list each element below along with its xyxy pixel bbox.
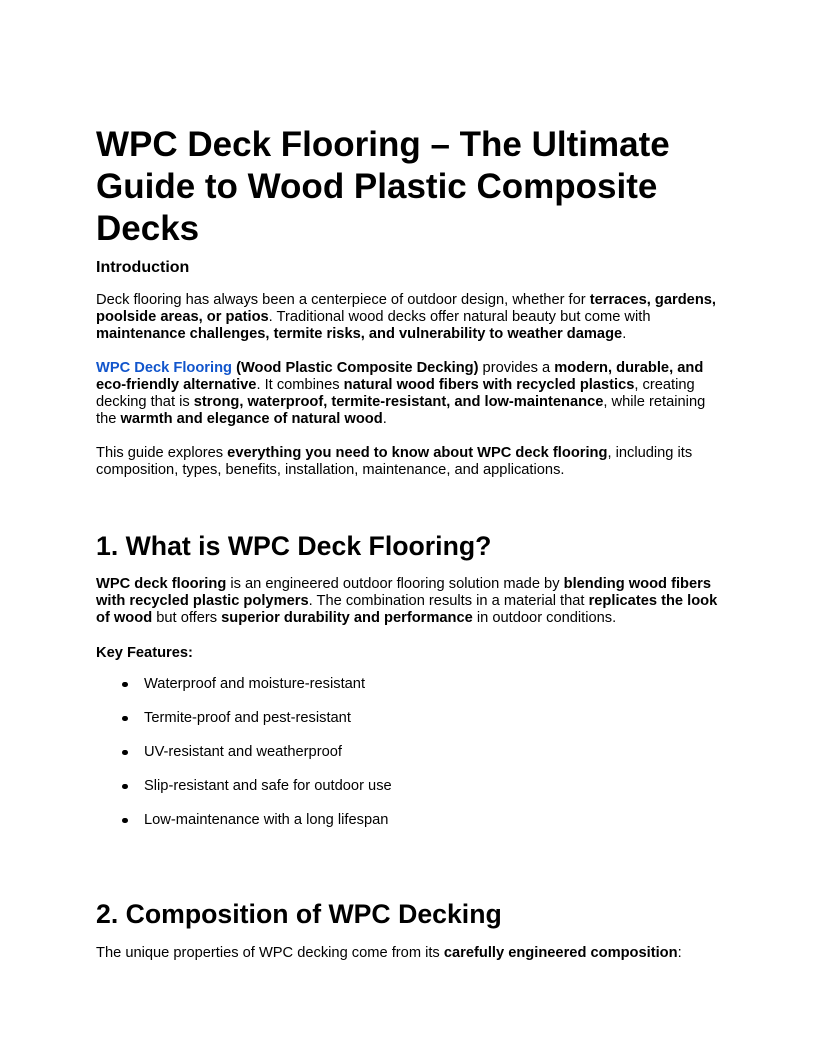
intro-heading: Introduction (96, 259, 190, 276)
text-run: , while retaining the (96, 394, 706, 427)
text-run: terraces, gardens, poolside areas, or patios (96, 292, 716, 325)
text-run: is an engineered outdoor flooring solution made by (226, 576, 564, 592)
text-run: Deck flooring has always been a centerpiece of outdoor design, whether for (96, 292, 590, 308)
wpc-deck-flooring-link[interactable]: WPC Deck Flooring (96, 360, 232, 376)
text-run: blending wood fibers with recycled plastic polymers (96, 576, 711, 609)
text-run: maintenance challenges, termite risks, and vulnerability to weather damage (96, 326, 623, 342)
text-run: in outdoor conditions. (472, 610, 617, 626)
intro-paragraph-3 (96, 445, 720, 479)
feature-item-low-maintenance: Low-maintenance with a long lifespan (144, 812, 720, 829)
section-2-paragraph (96, 945, 720, 962)
text-run: WPC deck flooring (96, 576, 227, 592)
text-run: carefully engineered composition (443, 945, 678, 961)
section-1-paragraph (96, 576, 720, 627)
feature-item-termite-proof: Termite-proof and pest-resistant (144, 710, 720, 727)
text-run: but offers (152, 610, 222, 626)
section-2-heading: 2. Composition of WPC Decking (96, 899, 502, 929)
feature-item-slip-resistant: Slip-resistant and safe for outdoor use (144, 778, 720, 795)
text-run: . Traditional wood decks offer natural beauty but come with (268, 309, 651, 325)
feature-item-waterproof: Waterproof and moisture-resistant (144, 676, 720, 693)
text-run: everything you need to know about WPC deck flooring (227, 445, 608, 461)
text-run: modern, durable, and eco-friendly alternative (96, 360, 704, 393)
intro-paragraph-1 (96, 292, 720, 343)
text-run: , including its composition, types, benefits, installation, maintenance, and applications. (96, 445, 693, 478)
document-title: WPC Deck Flooring – The Ultimate Guide to Wood Plastic Composite Decks (96, 125, 670, 248)
text-run: This guide explores (96, 445, 228, 461)
intro-paragraph-2 (96, 360, 720, 428)
text-run: warmth and elegance of natural wood (120, 411, 383, 427)
text-run: The unique properties of WPC decking come from its (96, 945, 444, 961)
text-run: (Wood Plastic Composite Decking) (236, 360, 479, 376)
text-run: , creating decking that is (96, 377, 695, 410)
text-run: . The combination results in a material that (308, 593, 589, 609)
text-run: replicates the look of wood (96, 593, 718, 626)
key-features-label (96, 645, 720, 662)
text-run: . (622, 326, 627, 342)
text-run: natural wood fibers with recycled plastics (343, 377, 635, 393)
text-run: provides a (478, 360, 555, 376)
text-run: . It combines (256, 377, 344, 393)
text-run: superior durability and performance (221, 610, 473, 626)
text-run: : (677, 945, 682, 961)
text-run: . (382, 411, 387, 427)
feature-item-uv-resistant: UV-resistant and weatherproof (144, 744, 720, 761)
key-features-list (96, 676, 720, 829)
text-run: strong, waterproof, termite-resistant, and low-maintenance (193, 394, 604, 410)
section-1-heading: 1. What is WPC Deck Flooring? (96, 531, 492, 561)
key-features-label-text: Key Features: (96, 645, 193, 661)
